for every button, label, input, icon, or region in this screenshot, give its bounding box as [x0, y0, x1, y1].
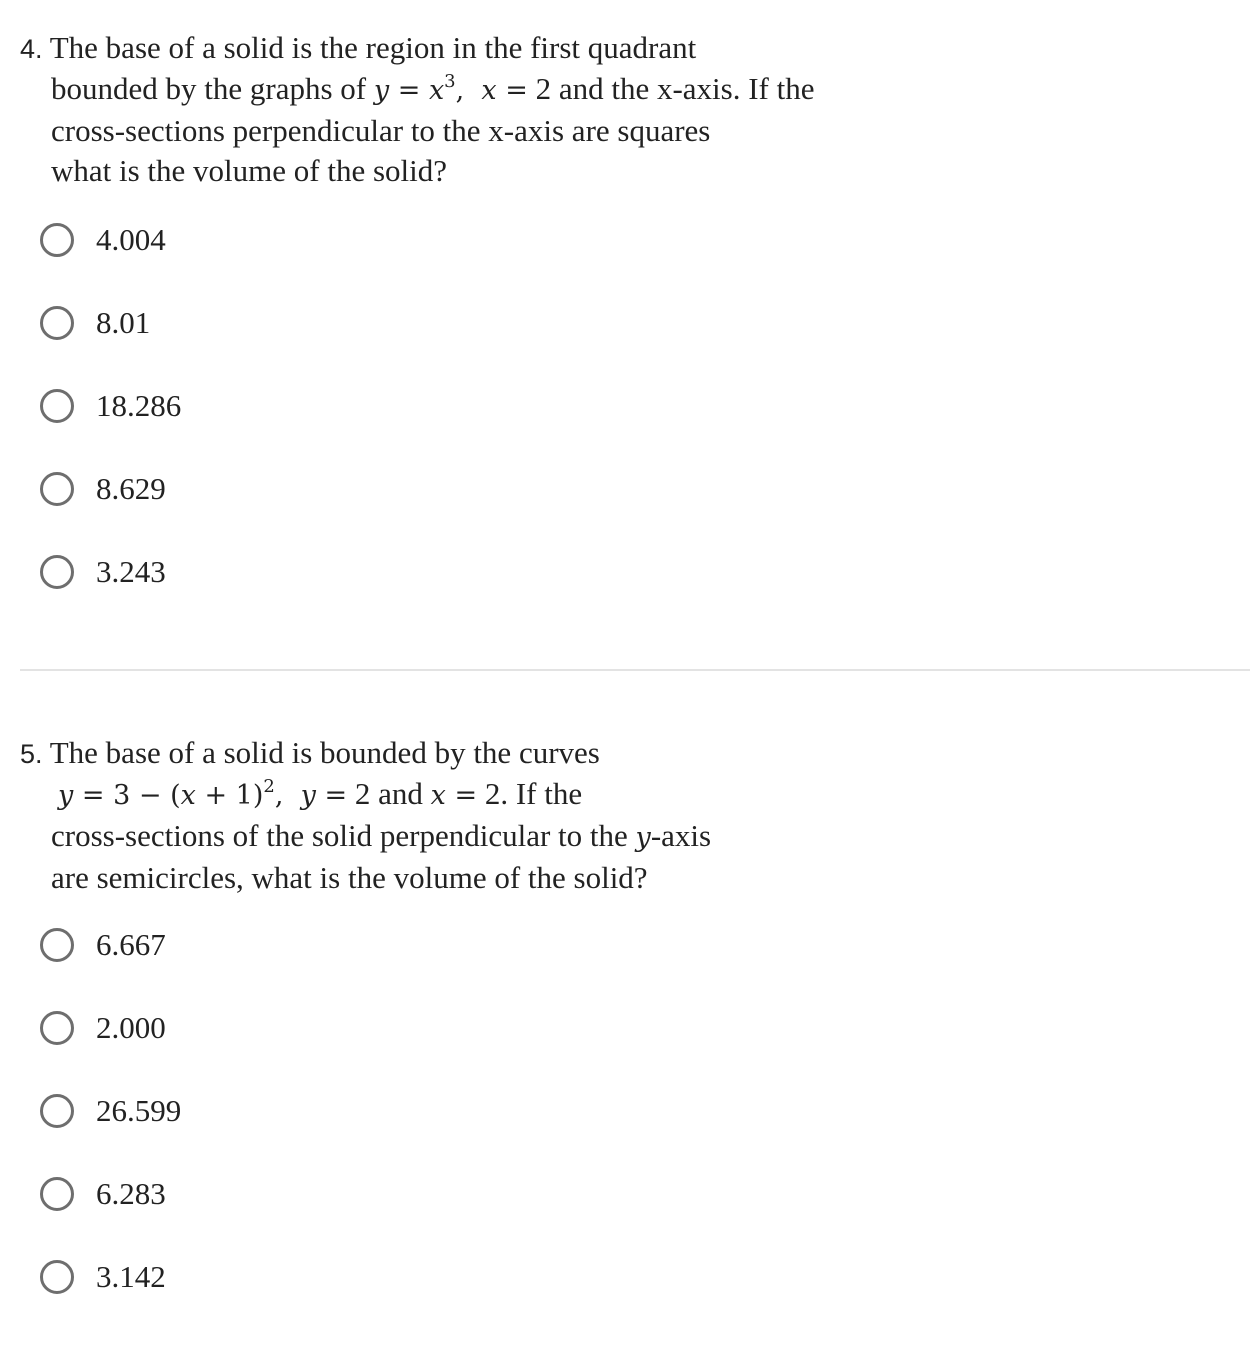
question-number: 5. — [20, 739, 43, 769]
radio-button[interactable] — [40, 223, 74, 257]
question-text: The base of a solid is bounded by the curves — [49, 735, 600, 770]
answer-option[interactable] — [40, 1177, 440, 1221]
question-number: 4. — [20, 34, 43, 64]
question-text: cross-sections of the solid perpendicular to the — [51, 818, 628, 853]
radio-button[interactable] — [40, 928, 74, 962]
math-expression: $y = 3 - (x + 1)^2$, y = — [58, 776, 348, 811]
answer-label: 3.142 — [96, 1259, 166, 1294]
math-value: 2 — [354, 776, 371, 811]
answer-label: 18.286 — [96, 388, 182, 423]
answer-label: 6.667 — [96, 927, 166, 962]
question-4-prompt — [20, 28, 1020, 191]
answer-label: 3.243 — [96, 554, 166, 589]
math-value: 2 — [535, 71, 552, 106]
question-text: bounded by the graphs of — [51, 71, 367, 106]
question-text: and the x-axis. If the — [558, 71, 815, 106]
question-5-prompt — [20, 733, 1020, 898]
answer-option[interactable] — [40, 472, 440, 516]
answer-label: 8.01 — [96, 305, 151, 340]
answer-label: 6.283 — [96, 1176, 166, 1211]
answer-option[interactable] — [40, 1260, 440, 1304]
radio-button[interactable] — [40, 1177, 74, 1211]
question-text: what is the volume of the solid? — [51, 153, 448, 188]
question-text: cross-sections perpendicular to the x-axis are squares — [51, 113, 711, 148]
radio-button[interactable] — [40, 1094, 74, 1128]
question-text: are semicircles, what is the volume of the solid? — [51, 860, 648, 895]
question-text: . If the — [500, 776, 583, 811]
answer-option[interactable] — [40, 1094, 440, 1138]
answer-option[interactable] — [40, 306, 440, 350]
answer-option[interactable] — [40, 223, 440, 267]
answer-option[interactable] — [40, 555, 440, 599]
question-text: and — [378, 776, 423, 811]
radio-button[interactable] — [40, 1011, 74, 1045]
radio-button[interactable] — [40, 306, 74, 340]
radio-button[interactable] — [40, 472, 74, 506]
answer-option[interactable] — [40, 1011, 440, 1055]
math-value: 2 — [484, 776, 501, 811]
question-text: -axis — [650, 818, 712, 853]
radio-button[interactable] — [40, 1260, 74, 1294]
math-variable: y — [635, 822, 651, 853]
math-expression: $y = x^3$, x = — [373, 71, 528, 106]
answer-label: 26.599 — [96, 1093, 182, 1128]
radio-button[interactable] — [40, 389, 74, 423]
answer-option[interactable] — [40, 389, 440, 433]
answer-label: 4.004 — [96, 222, 166, 257]
answer-label: 8.629 — [96, 471, 166, 506]
answer-option[interactable] — [40, 928, 440, 972]
radio-button[interactable] — [40, 555, 74, 589]
math-expression: x = — [430, 780, 478, 811]
question-text: The base of a solid is the region in the first quadrant — [49, 30, 697, 65]
answer-label: 2.000 — [96, 1010, 166, 1045]
question-divider — [20, 669, 1250, 671]
